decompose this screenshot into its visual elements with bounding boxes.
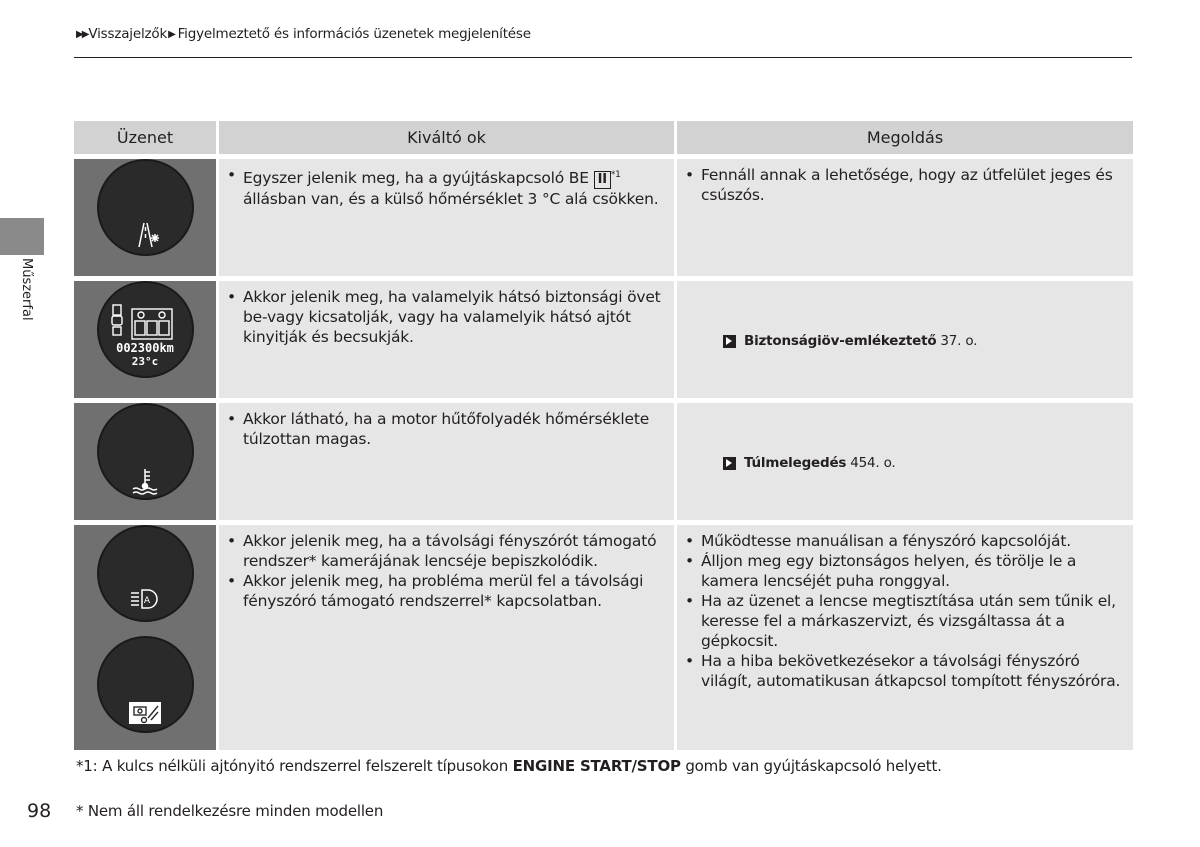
cause-item: • Akkor látható, ha a motor hűtőfolyadék hőmérséklete túlzottan magas. — [225, 409, 668, 449]
message-icon-cell — [74, 281, 216, 398]
breadcrumb-item-indicators[interactable]: Visszajelzők — [88, 26, 168, 42]
engine-start-stop-label: ENGINE START/STOP — [512, 757, 681, 775]
cause-item: • Egyszer jelenik meg, ha a gyújtáskapcsoló BE II $^{*1}$ állásban van, és a külső hőmérséklet 3 °C alá csökken. — [225, 165, 668, 209]
solution-item: • Ha a hiba bekövetkezésekor a távolsági fényszóró világít, automatikusan átkapcsol tompított fényszóróra. — [683, 651, 1127, 691]
road-ice-snowflake-icon — [97, 159, 194, 256]
breadcrumb — [76, 26, 531, 42]
footnote-keyless: *1: A kulcs nélküli ajtónyitó rendszerrel felszerelt típusokon ENGINE START/STOP gomb van gyújtáskapcsoló helyett. — [76, 757, 942, 775]
seatbelt-reminder-icon — [97, 281, 194, 378]
table-row — [74, 525, 1133, 750]
svg-text:A: A — [143, 596, 150, 606]
message-icon-cell — [74, 525, 216, 750]
solution-item: • Fennáll annak a lehetősége, hogy az útfelület jeges és csúszós. — [683, 165, 1127, 205]
cause-cell — [219, 403, 674, 520]
header-message: Üzenet — [74, 121, 216, 154]
cause-item: • Akkor jelenik meg, ha a távolsági fényszórót támogató rendszer* kamerájának lencséje bepiszkolódik. — [225, 531, 668, 571]
breadcrumb-separator: ▶ — [168, 28, 176, 40]
solution-item: • Működtesse manuálisan a fényszóró kapcsolóját. — [683, 531, 1127, 551]
breadcrumb-item-warnings[interactable]: Figyelmeztető és információs üzenetek megjelenítése — [177, 26, 531, 42]
solution-item: • Ha az üzenet a lencse megtisztítása után sem tűnik el, keresse fel a márkaszervizt, és vizsgáltassa át a gépkocsit. — [683, 591, 1127, 651]
header-cause: Kiváltó ok — [219, 121, 674, 154]
solution-cell — [677, 159, 1133, 276]
header-rule — [74, 57, 1132, 58]
temperature-readout: 23°c — [131, 355, 159, 368]
table-row — [74, 403, 1133, 520]
message-table — [71, 116, 1136, 755]
coolant-temperature-icon — [97, 403, 194, 500]
cross-reference-link[interactable]: Túlmelegedés 454. o. — [723, 453, 1127, 473]
chapter-label: Műszerfal — [19, 258, 34, 321]
breadcrumb-arrow: ▶▶ — [76, 28, 88, 40]
chapter-tab — [0, 218, 44, 255]
solution-cell — [677, 403, 1133, 520]
odometer-readout: 002300km — [116, 341, 174, 355]
page-number: 98 — [27, 800, 52, 822]
reference-arrow-icon — [723, 457, 736, 470]
cause-cell — [219, 525, 674, 750]
camera-lens-icon — [97, 636, 194, 733]
table-row — [74, 159, 1133, 276]
cause-cell — [219, 159, 674, 276]
header-solution: Megoldás — [677, 121, 1133, 154]
solution-cell — [677, 525, 1133, 750]
footnote-marker: *1 — [610, 170, 621, 180]
message-icon-cell — [74, 159, 216, 276]
auto-high-beam-icon — [97, 525, 194, 622]
table-row — [74, 281, 1133, 398]
ignition-position-box: II — [594, 171, 611, 189]
cause-item: • Akkor jelenik meg, ha probléma merül fel a távolsági fényszóró támogató rendszerrel* kapcsolatban. — [225, 571, 668, 611]
footnote-not-available: * Nem áll rendelkezésre minden modellen — [76, 802, 384, 820]
cross-reference-link[interactable]: Biztonságiöv-emlékeztető 37. o. — [723, 331, 1127, 351]
message-icon-cell — [74, 403, 216, 520]
cause-item: • Akkor jelenik meg, ha valamelyik hátsó biztonsági övet be-vagy kicsatolják, vagy ha valamelyik hátsó ajtót kinyitják és becsukják. — [225, 287, 668, 347]
solution-cell — [677, 281, 1133, 398]
cause-cell — [219, 281, 674, 398]
reference-arrow-icon — [723, 335, 736, 348]
solution-item: • Álljon meg egy biztonságos helyen, és törölje le a kamera lencséjét puha ronggyal. — [683, 551, 1127, 591]
